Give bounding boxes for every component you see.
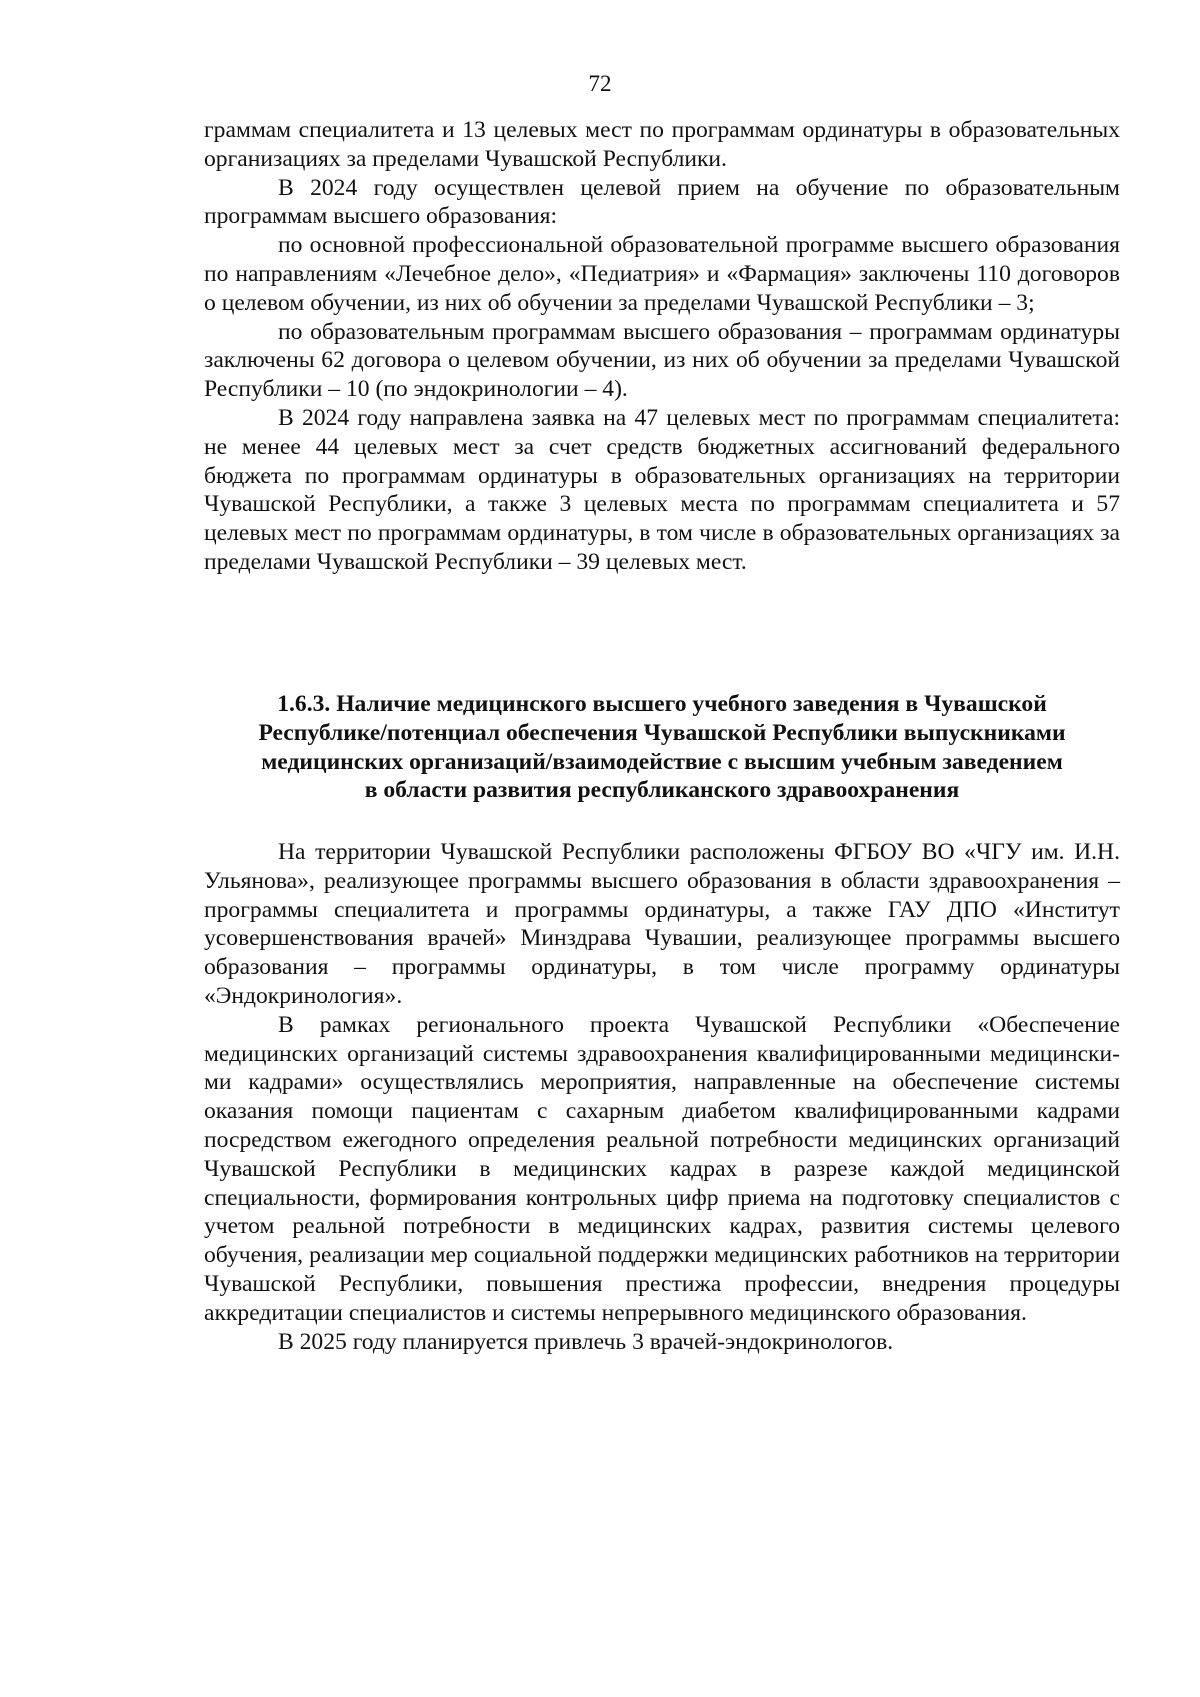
paragraph: по основной профессиональной образовательной программе высшего образования по направлениям «Лечебное дело», «Педиатрия» и «Фармация» заключены 110 договоров о целевом обучении, из них об обучении за пределами Чувашской Республики – 3;: [204, 232, 1120, 316]
paragraph: граммам специалитета и 13 целевых мест по программам ординатуры в образовательных организациях за пределами Чувашской Республики.: [204, 117, 1120, 172]
paragraph: В 2024 году направлена заявка на 47 целевых мест по программам специалитета: не менее 44 целевых мест за счет средств бюджетных ассигнований федерального бюджета по программам ординатуры в образовательных организациях на территории Чувашской Республики, а также 3 целевых места по программам специалитета и 57 целевых мест по программам ординатуры, в том числе в образовательных организациях за пределами Чувашской Республики – 39 целевых мест.: [204, 404, 1120, 575]
body-text-top: [204, 116, 1120, 577]
section-heading-line: Республике/потенциал обеспечения Чувашской Республики выпускниками: [258, 719, 1066, 746]
section-heading-line: 1.6.3. Наличие медицинского высшего учебного заведения в Чувашской: [277, 691, 1047, 717]
page-number: 72: [588, 71, 612, 96]
paragraph: На территории Чувашской Республики расположены ФГБОУ ВО «ЧГУ им. И.Н. Ульянова», реализующее программы высшего образования в области здравоохранения – программы специалитета и программы ординатуры, а также ГАУ ДПО «Институт усовершенствования врачей» Минздрава Чувашии, реализующее программы высшего образования – программы ординатуры, в том числе программу ординатуры «Эндокринология».: [204, 839, 1120, 1009]
paragraph: В 2024 году осуществлен целевой прием на обучение по образовательным программам высшего образования:: [204, 174, 1120, 230]
section-heading-line: медицинских организаций/взаимодействие с высшим учебным заведением: [261, 748, 1063, 775]
paragraph: В рамках регионального проекта Чувашской Республики «Обеспечение медицинских организаций системы здравоохранения квалифицированными медицинскими кадрами» осуществлялись мероприятия, направленные на обеспечение системы оказания помощи пациентам с сахарным диабетом квалифицированными кадрами посредством ежегодного определения реальной потребности медицинских организаций Чувашской Республики в медицинских кадрах в разрезе каждой медицинской специальности, формирования контрольных цифр приема на подготовку специалистов с учетом реальной потребности в медицинских кадрах, развития системы целевого обучения, реализации мер социальной поддержки медицинских работников на территории Чувашской Республики, повышения престижа профессии, внедрения процедуры аккредитации специалистов и системы непрерывного медицинского образования.: [204, 1011, 1120, 1326]
body-text-bottom: [204, 838, 1120, 1356]
section-heading: [204, 690, 1120, 805]
paragraph: В 2025 году планируется привлечь 3 врачей-эндокринологов.: [278, 1328, 894, 1355]
section-heading-line: в области развития республиканского здравоохранения: [364, 777, 960, 804]
paragraph: по образовательным программам высшего образования – программам ординатуры заключены 62 договора о целевом обучении, из них об обучении за пределами Чувашской Республики – 10 (по эндокринологии – 4).: [204, 318, 1120, 403]
